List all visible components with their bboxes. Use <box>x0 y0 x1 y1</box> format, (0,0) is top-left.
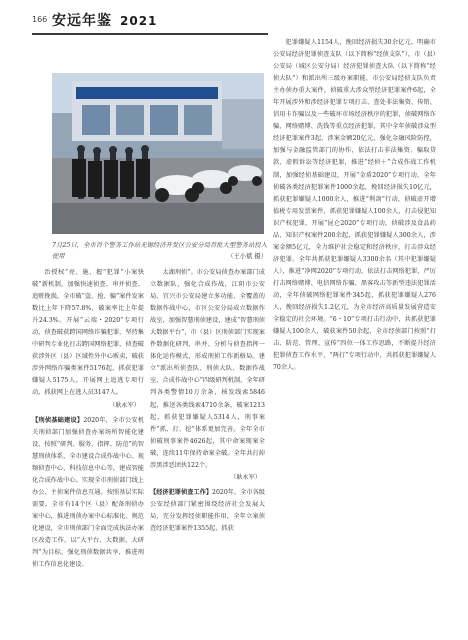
section-paragraph <box>150 487 265 535</box>
section-paragraph <box>32 415 144 572</box>
page-number: 166 <box>32 15 48 24</box>
paragraph: 治授权“亮、施、握”犯罪“小案快破”新机制，加强快速侦查、串并侦查、追赃挽损，全市破“盗、抢、骗”案件发案数比上年下降57.8%，破案率比上年提升24.3%。开展“云端・2020”专项行动，侦查破获跨国网络诈骗犯罪，坚持集中研判专业化打击跨国网络犯罪，侦查破获涉外区（县）区域性外中心贩卖，破获涉外网络诈骗类案件5176起，抓获犯罪嫌疑人5175人，开展网上追逃专项行动，抓获网上在逃人员3147人。 <box>32 269 144 397</box>
magazine-year: 2021 <box>120 14 158 28</box>
section-title: 【经济犯罪侦查工作】 <box>150 488 213 496</box>
caption-text: 7月25日，全市首个警务工作站无锡经济开发区公安分局首批大型警务站投入使用 <box>52 242 267 260</box>
signature: （耿永军） <box>230 473 261 481</box>
paragraph: 犯罪嫌疑人1154人，挽回经济损失30余亿元。明确市公安局经济犯罪侦查支队（以下简称“经侦支队”），市（县）公安局（城区公安分局）经济犯罪侦查大队（以下简称“经侦大队”）和派出所三级办案职能，市公安局经侦支队负责主办侦办重大案件，侦破重大涉众型经济犯罪案件6起，全年开展涉外和涉经济犯罪专项打击、查处非法集资、传销、信用卡诈骗以及一些破坏市场经济秩序的犯罪，侦破网络诈骗、网络赌博、洗钱等重点经济犯罪，其中全年侦破涉众型经济犯罪案件3起，涉案金额20亿元，强化金融风险防控，加强与金融监管部门的协作，依法打击非法集资、骗取贷款、虚假诉讼等经济犯罪，推进“经侦＋”合成作战工作机制，加强经侦基础建设，开展“金盾2020”专项行动，全年侦破各类经济犯罪案件1000余起，挽回经济损失10亿元，抓获犯罪嫌疑人1000余人，推进“利剑”行动，侦破虚开增值税专用发票案件，抓获犯罪嫌疑人100余人，打击侵犯知识产权犯罪，开展“昆仑2020”专项行动，侦破涉及食品药品、知识产权案件200余起，抓获犯罪嫌疑人300余人，涉案金额5亿元，全力维护社会稳定和经济秩序，打击涉众经济犯罪。全年共抓获犯罪嫌疑人3300余名（其中犯罪嫌疑人），推进“净网2020”专项行动，依法打击网络犯罪，严厉打击网络赌博、电信网络诈骗、黑客攻击等新型违法犯罪活动，全年侦破网络犯罪案件345起，抓获犯罪嫌疑人276人，挽回经济损失1.2亿元，为全市经济高质量发展营造安全稳定的社会环境。“6・10”专项打击行动中，共抓获犯罪嫌疑人100余人，破获案件50余起，全市经侦部门按照“打击、防范、管理、宣传”四位一体工作思路，不断提升经济犯罪侦查工作水平，“两打”专项行动中，共抓获犯罪嫌疑人70余人。 <box>273 39 436 372</box>
magazine-title <box>52 10 157 30</box>
caption-author: （王小斌 摄） <box>227 253 267 260</box>
text-column-1 <box>32 267 144 571</box>
section-text: 2020年，全市各级公安经侦部门紧密围绕经济社会发展大局，充分发挥经侦职能作用，全年立案侦查经济犯罪案件1355起，抓获 <box>150 488 265 532</box>
magazine-name: 安远年鉴 <box>52 13 112 29</box>
text-column-2 <box>150 267 265 535</box>
text-column-3 <box>273 37 436 374</box>
police-station-photo <box>52 73 264 234</box>
header-rule <box>32 33 268 35</box>
photo-caption <box>52 240 267 262</box>
section-title: 【刑侦基础建设】 <box>32 416 84 424</box>
page-header <box>32 10 442 32</box>
section-text: 2020年，全市公安机关刑侦部门加强侦查办案场所智能化建设，按照“研判、服务、指挥、防范”的智慧刑侦体系，全市建设合成作战中心、视频侦查中心、科技信息中心等，建成智能化合成作战中心。实现全市刑侦部门线上办公、主侦案件信息互通。按照基层实际需要，全市有14个区（县）配备刑侦办案中心，推进刑侦办案中心标准化、规范化建设，全市刑侦部门全面完成执法办案区改造工作，以“大平台、大数据、大研判”为目标，强化刑侦数据共享，推进刑侦工作信息化建设。 <box>32 416 145 569</box>
paragraph: 太湖刑侦”。市公安局侦查办案部门成立数据队，强化合成作战，江阴市公安局、宜兴市公安局建立多功能、全覆盖的数据作战中心，市区公安分局成立数据作战室，加强智慧刑侦建设，建成“智慧刑侦大数据平台”，市（县）区刑侦部门实现案件数据化研判、串并、分析与侦查指挥一体化运作模式，形成刑侦工作新格局。建立“派出所侦查队、刑侦大队、数据作战室、合成作战中心”四级研判机制，全年研判各类警情10万余条，核发线索5846起，推送各类线索4710余条，破案1213起，抓获犯罪嫌疑人5314人，刑事案件“抓、打、挖”体系更加完善。全年全市侦破刑事案件4626起，其中命案现案全破，连续11年保持命案全破。全年共打掉涉黑涉恶团伙122个。 <box>150 269 265 469</box>
signature: （耿永军） <box>109 401 140 409</box>
